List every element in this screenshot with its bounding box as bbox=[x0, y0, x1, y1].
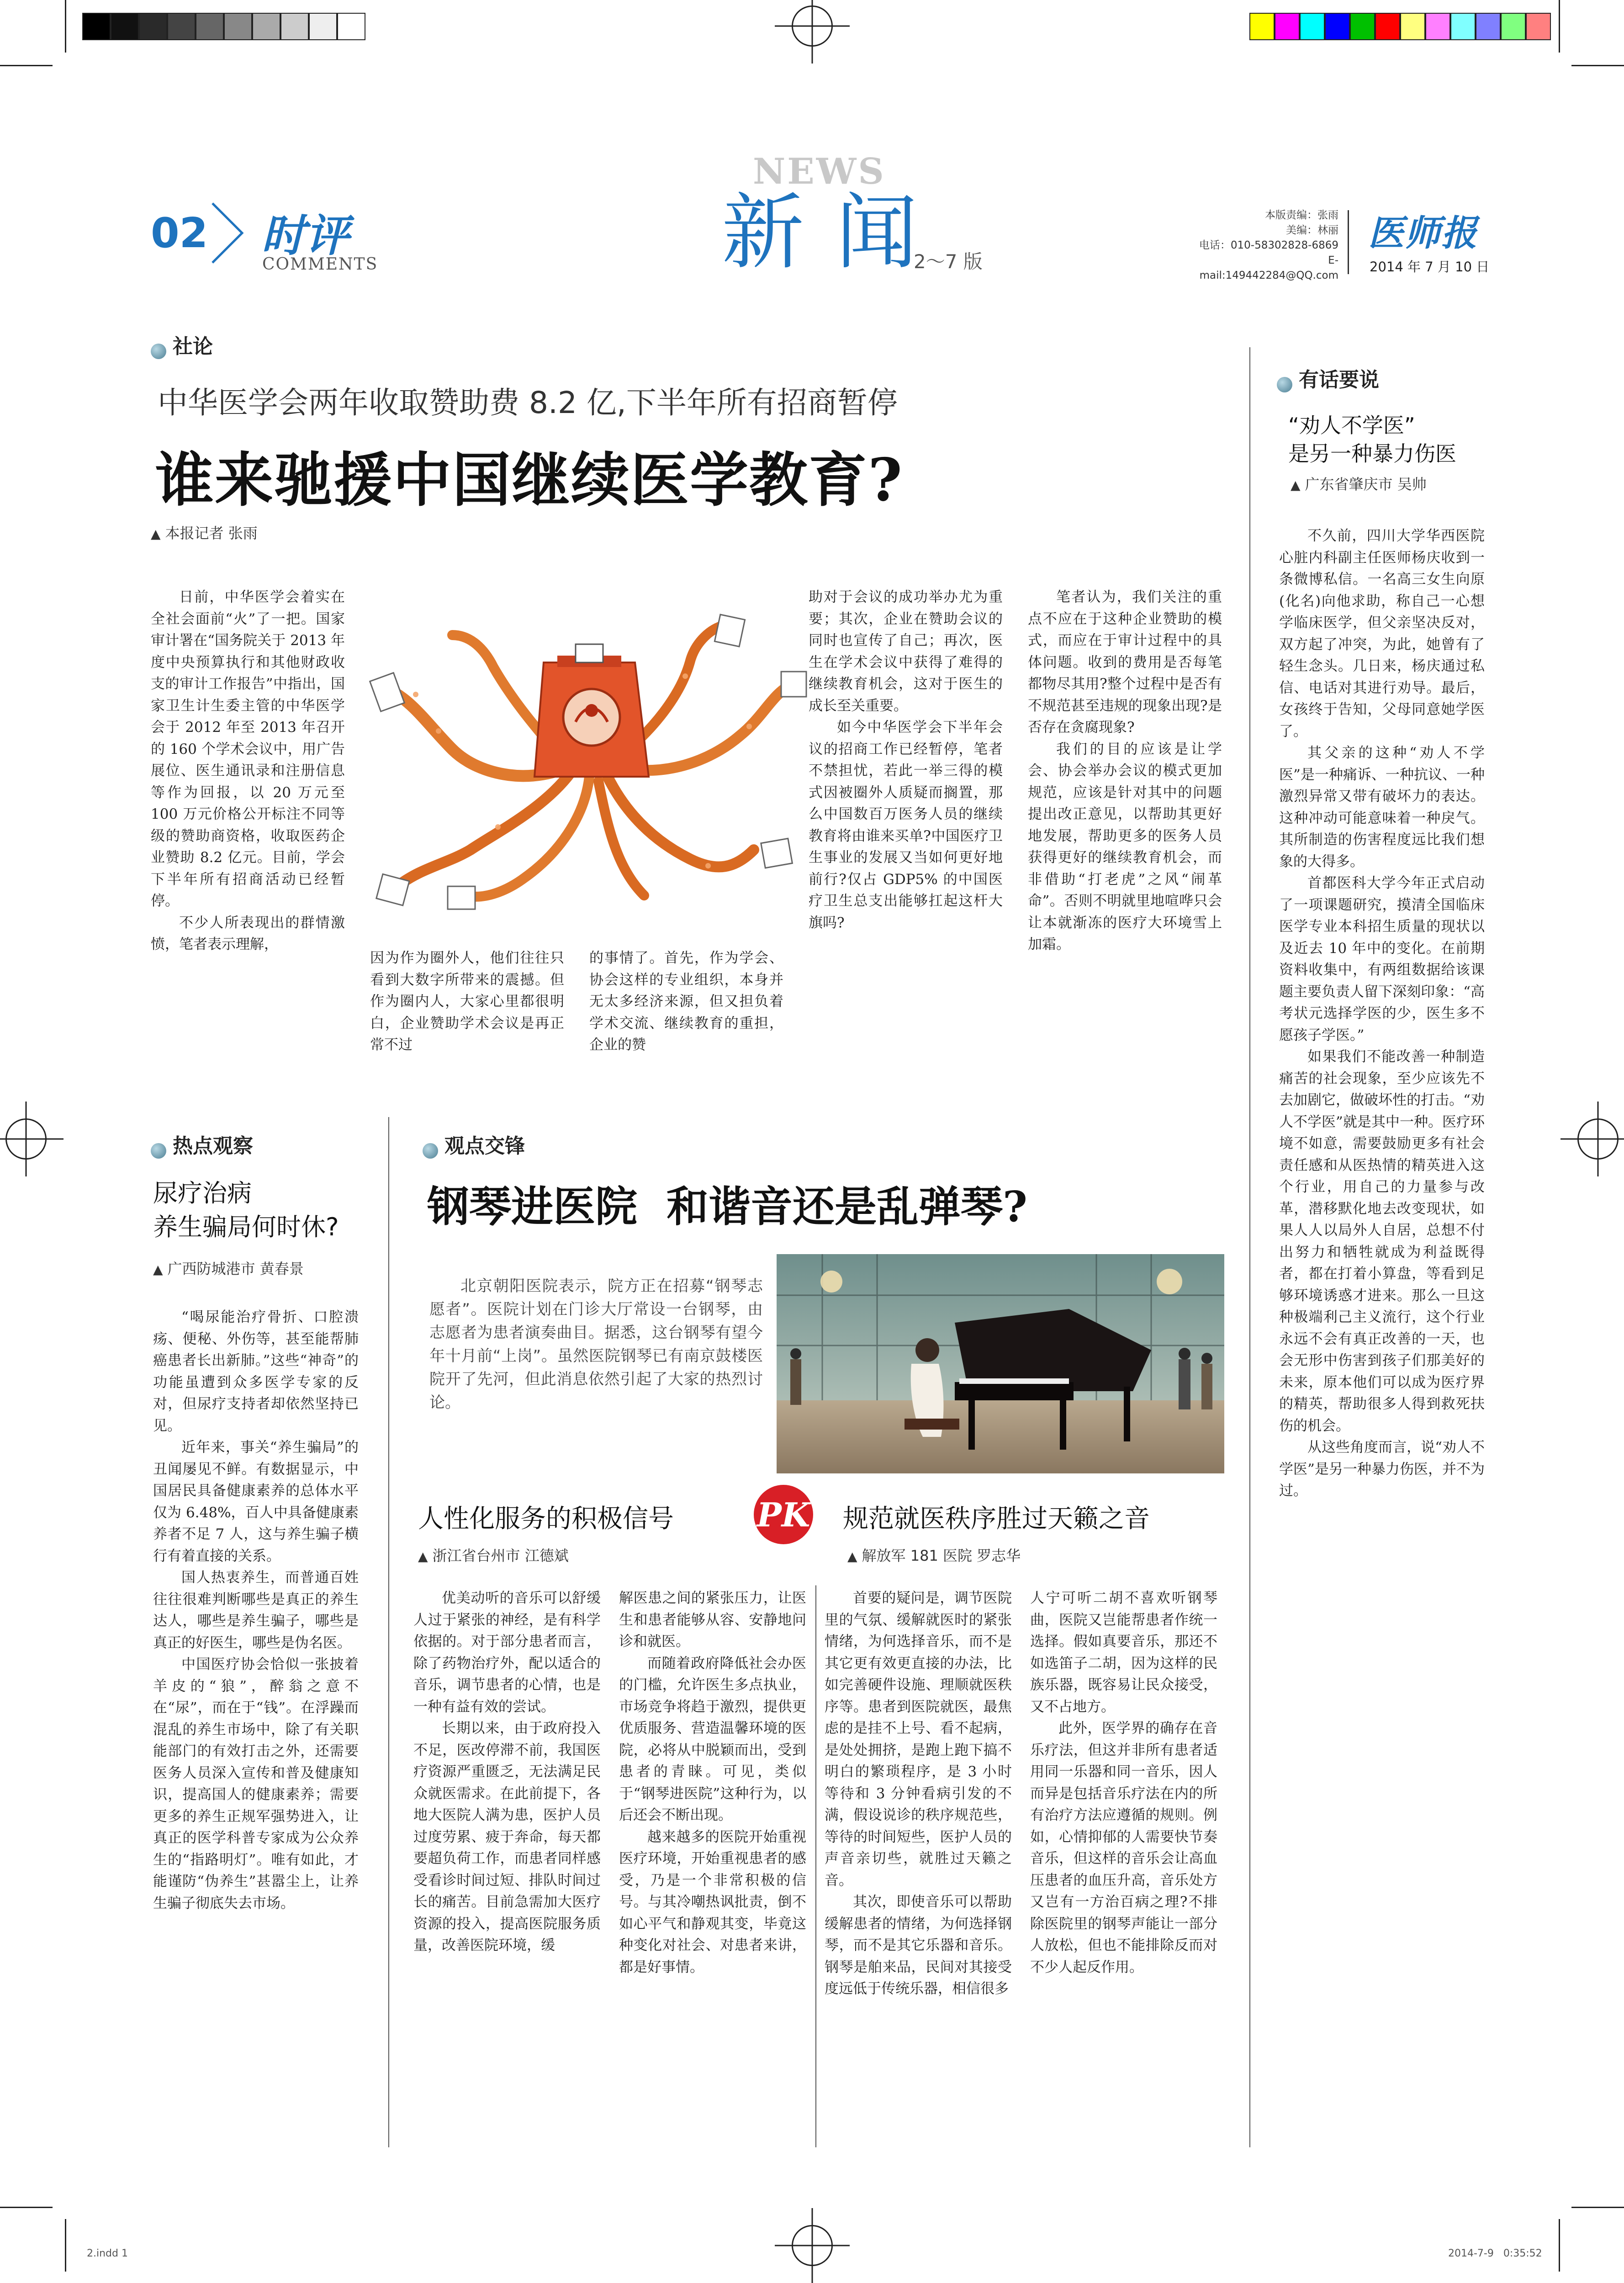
section-title: 时评 bbox=[261, 210, 349, 261]
email: E-mail:149442284@QQ.com bbox=[1199, 254, 1338, 281]
footer-timestamp: 2014-7-9 0:35:52 bbox=[1448, 2248, 1542, 2259]
section-label: 社论 bbox=[173, 335, 213, 358]
debate-right-byline bbox=[847, 1544, 1021, 1565]
hot-heading bbox=[151, 1129, 253, 1159]
editor-info bbox=[1192, 208, 1338, 283]
paragraph: 越来越多的医院开始重视医疗环境，开始重视患者的感受，乃是一个非常积极的信号。与其冷嘲热讽批责，倒不如心平气和静观其变，毕竟这种变化对社会、对患者来讲，都是好事情。 bbox=[619, 1828, 806, 1976]
pages-range: 2～7 版 bbox=[914, 250, 983, 273]
paragraph: 如果我们不能改善一种制造痛苦的社会现象，至少应该先不去加剧它，做破坏性的打击。“劝人不学医”就是其中一种。医疗环境不如意，需要鼓励更多有社会责任感和从医热情的精英进入这个行业，用自己的力量参与改革，潜移默化地去改变现状，如果人人以局外人自居，总想不付出努力和牺牲就成为利益既得者，都在打着小算盘，等看到足够环境诱惑才进来。那么一旦这种极端利己主义流行，这个行业永远不会有真正改善的一天，也会无形中伤害到孩子们那美好的未来，原本他们可以成为医疗界的精英，帮助很多人得到救死扶伤的机会。 bbox=[1279, 1049, 1485, 1434]
triangle-icon: ▲ bbox=[418, 1549, 428, 1564]
paragraph: 从这些角度而言，说“劝人不学医”是另一种暴力伤医，并不为过。 bbox=[1279, 1439, 1485, 1499]
paragraph: 助对于会议的成功举办尤为重要；其次，企业在赞助会议的同时也宣传了自己；再次，医生在学术会议中获得了难得的继续教育机会，这对于医生的成长至关重要。 bbox=[809, 589, 1003, 714]
right-heading bbox=[1277, 363, 1379, 392]
section-label: 热点观察 bbox=[173, 1134, 253, 1158]
paragraph: 长期以来，由于政府投入不足，医改停滞不前，我国医疗资源严重匮乏，无法满足民众就医需求。在此前提下，各地大医院人满为患，医护人员过度劳累、疲于奔命，每天都要超负荷工作，而患者同样感受看诊时间过短、排队时间过长的痛苦。目前急需加大医疗资源的投入，提高医院服务质量，改善医院环境，缓 bbox=[413, 1720, 601, 1954]
designer: 美编：林丽 bbox=[1286, 224, 1338, 236]
paragraph: 人宁可听二胡不喜欢听钢琴曲，医院又岂能帮患者作统一选择。假如真要音乐，那还不如选笛子二胡，因为这样的民族乐器，既容易让民众接受，又不占地方。 bbox=[1030, 1590, 1217, 1715]
triangle-icon: ▲ bbox=[153, 1262, 163, 1277]
right-body bbox=[1279, 525, 1485, 1502]
paragraph: 首要的疑问是，调节医院里的气氛、缓解就医时的紧张情绪，为何选择音乐，而不是其它更有效更直接的办法，比如完善硬件设施、理顺就医秩序等。患者到医院就医，最焦虑的是挂不上号、看不起病，是处处拥挤，是跑上跑下搞不明白的繁琐程序，是 3 小时等待和 3 分钟看病引发的不满，假设说诊的秩序规范些，等待的时间短些，医护人员的声音亲切些，就胜过天籁之音。 bbox=[825, 1590, 1012, 1889]
hot-title bbox=[153, 1176, 339, 1244]
news-en: NEWS bbox=[753, 151, 886, 192]
paragraph: 解医患之间的紧张压力，让医生和患者能够从容、安静地问诊和就医。 bbox=[619, 1590, 806, 1650]
debate-left-byline bbox=[418, 1544, 569, 1565]
pk-badge bbox=[754, 1485, 813, 1544]
editorial-heading bbox=[151, 330, 213, 359]
bullet-icon bbox=[151, 1143, 166, 1159]
debate-left-col-2 bbox=[619, 1588, 806, 1978]
triangle-icon: ▲ bbox=[847, 1549, 857, 1564]
byline-text: 解放军 181 医院 罗志华 bbox=[862, 1547, 1021, 1564]
triangle-icon: ▲ bbox=[151, 526, 161, 541]
paragraph: 近年来，事关“养生骗局”的丑闻屡见不鲜。有数据显示，中国居民具备健康素养的总体水平仅为 6.48%，百人中具备健康素养者不足 7 人，这与养生骗子横行有着直接的关系。 bbox=[153, 1439, 359, 1564]
paragraph: 国人热衷养生，而普通百姓往往很难判断哪些是真正的养生达人，哪些是养生骗子，哪些是真正的好医生，哪些是伪名医。 bbox=[153, 1569, 359, 1651]
piano-photo bbox=[777, 1254, 1224, 1473]
paragraph: 中国医疗协会恰似一张披着羊皮的“狼”，醉翁之意不在“尿”，而在于“钱”。在浮躁而混乱的养生市场中，除了有关职能部门的有效打击之外，还需要医务人员深入宣传和普及健康知识，提高国人的健康素养；需要更多的养生正规军强势进入，让真正的医学科普专家成为公众养生的“指路明灯”。唯有如此，才能谨防“伪养生”甚嚣尘上，让养生骗子彻底失去市场。 bbox=[153, 1656, 359, 1912]
right-byline bbox=[1291, 473, 1427, 494]
editorial-col-4 bbox=[809, 587, 1003, 934]
hot-body bbox=[153, 1307, 359, 1914]
byline-text: 浙江省台州市 江德斌 bbox=[432, 1547, 569, 1564]
paragraph: 首都医科大学今年正式启动了一项课题研究，摸清全国临床医学专业本科招生质量的现状以及近去 10 年中的变化。在前期资料收集中，有两组数据给该课题主要负责人留下深刻印象：“高考状元选择学医的少，医生多不愿孩子学医。” bbox=[1279, 875, 1485, 1044]
editorial-col-5 bbox=[1028, 587, 1222, 956]
hot-title-line1: 尿疗治病 bbox=[153, 1179, 252, 1208]
page-number: 02 bbox=[151, 209, 208, 257]
paragraph: 优美动听的音乐可以舒缓人过于紧张的神经，是有科学依据的。对于部分患者而言，除了药物治疗外，配以适合的音乐，调节患者的心情，也是一种有益有效的尝试。 bbox=[413, 1590, 601, 1715]
paragraph: 笔者认为，我们关注的重点不应在于这种企业赞助的模式，而应在于审计过程中的具体问题。收到的费用是否每笔都物尽其用?整个过程中是否有不规范甚至违规的现象出现?是否存在贪腐现象? bbox=[1028, 589, 1222, 736]
hot-title-line2: 养生骗局何时休? bbox=[153, 1213, 339, 1241]
editorial-col-3 bbox=[589, 948, 783, 1056]
editorial-col-2 bbox=[370, 948, 564, 1056]
editorial-title: 谁来驰援中国继续医学教育? bbox=[155, 446, 904, 514]
editorial-col-1 bbox=[151, 587, 345, 956]
pk-text: PK bbox=[756, 1495, 810, 1534]
debate-heading bbox=[423, 1129, 525, 1159]
hot-byline bbox=[153, 1257, 304, 1278]
right-title-line1: “劝人不学医” bbox=[1288, 413, 1415, 438]
debate-title: 钢琴进医院 和谐音还是乱弹琴? bbox=[427, 1182, 1027, 1231]
triangle-icon: ▲ bbox=[1291, 477, 1301, 493]
right-title-line2: 是另一种暴力伤医 bbox=[1288, 441, 1456, 466]
byline-text: 广西防城港市 黄春景 bbox=[167, 1260, 304, 1277]
debate-left-title: 人性化服务的积极信号 bbox=[418, 1504, 674, 1534]
paragraph: 其父亲的这种“劝人不学医”是一种痛诉、一种抗议、一种激烈异常又带有破坏力的表达。这种冲动可能意味着一种戾气。其所制造的伤害程度远比我们想象的大得多。 bbox=[1279, 745, 1485, 870]
paragraph: 如今中华医学会下半年会议的招商工作已经暂停，笔者不禁担忧，若此一举三得的模式因被圈外人质疑而搁置，那么中国数百万医务人员的继续教育将由谁来买单?中国医疗卫生事业的发展又当如何更好地前行?仅占 GDP5% 的中国医疗卫生总支出能够扛起这杆大旗吗? bbox=[809, 719, 1003, 931]
debate-divider bbox=[815, 1585, 816, 2147]
editorial-subtitle: 中华医学会两年收取赞助费 8.2 亿,下半年所有招商暂停 bbox=[158, 385, 898, 420]
paragraph: 不久前，四川大学华西医院心脏内科副主任医师杨庆收到一条微博私信。一名高三女生向原(化名)向他求助，称自己一心想学临床医学，但父亲坚决反对，双方起了冲突，为此，她曾有了轻生念头。几日来，杨庆通过私信、电话对其进行劝导。最后，女孩终于告知，父母同意她学医了。 bbox=[1279, 528, 1485, 740]
hot-column-divider bbox=[388, 1117, 389, 2147]
bullet-icon bbox=[423, 1143, 438, 1159]
issue-date: 2014 年 7 月 10 日 bbox=[1370, 259, 1490, 275]
paragraph: “喝尿能治疗骨折、口腔溃疡、便秘、外伤等，甚至能帮肺癌患者长出新肺。”这些“神奇”的功能虽遭到众多医学专家的反对，但尿疗支持者却依然坚持已见。 bbox=[153, 1309, 359, 1434]
debate-intro: 北京朝阳医院表示，院方正在招募“钢琴志愿者”。医院计划在门诊大厅常设一台钢琴，由志愿者为患者演奏曲目。据悉，这台钢琴有望今年十月前“上岗”。虽然医院钢琴已有南京鼓楼医院开了先河，但此消息依然引起了大家的热烈讨论。 bbox=[429, 1277, 763, 1412]
section-label: 观点交锋 bbox=[444, 1134, 525, 1158]
right-title bbox=[1288, 411, 1456, 468]
section-title-en: COMMENTS bbox=[262, 255, 378, 274]
paragraph: 因为作为圈外人，他们往往只看到大数字所带来的震撼。但作为圈内人，大家心里都很明白，企业赞助学术会议是再正常不过 bbox=[370, 950, 564, 1053]
masthead-logo: 医师报 bbox=[1368, 212, 1478, 254]
octopus-illustration bbox=[361, 612, 818, 914]
footer-file: 2.indd 1 bbox=[87, 2248, 128, 2259]
news-cn: 新 闻 bbox=[722, 185, 921, 281]
phone: 电话：010-58302828-6869 bbox=[1199, 239, 1338, 251]
bullet-icon bbox=[1277, 377, 1292, 392]
debate-right-col-1 bbox=[825, 1588, 1012, 2000]
paragraph: 其次，即使音乐可以帮助缓解患者的情绪，为何选择钢琴，而不是其它乐器和音乐。钢琴是舶来品，民间对其接受度远低于传统乐器，相信很多 bbox=[825, 1894, 1012, 1997]
paragraph: 不少人所表现出的群情激愤，笔者表示理解， bbox=[151, 914, 345, 953]
editor: 本版责编：张雨 bbox=[1265, 209, 1338, 221]
paragraph: 此外，医学界的确存在音乐疗法，但这并非所有患者适用同一乐器和同一音乐，因人而异是包括音乐疗法在内的所有治疗方法应遵循的规则。例如，心情抑郁的人需要快节奏音乐，但这样的音乐会让高血压患者的血压升高，音乐处方又岂有一方治百病之理?不排除医院里的钢琴声能让一部分人放松，但也不能排除反而对不少人起反作用。 bbox=[1030, 1720, 1217, 1976]
paragraph: 而随着政府降低社会办医的门槛，允许医生多点执业，市场竞争将趋于激烈，提供更优质服务、营造温馨环境的医院，必将从中脱颖而出，受到患者的青睐。可见，类似于“钢琴进医院”这种行为，以后还会不断出现。 bbox=[619, 1655, 806, 1823]
paragraph: 的事情了。首先，作为学会、协会这样的专业组织，本身并无太多经济来源，但又担负着学术交流、继续教育的重担，企业的赞 bbox=[589, 950, 783, 1053]
section-label: 有话要说 bbox=[1299, 368, 1379, 392]
byline-text: 广东省肇庆市 吴帅 bbox=[1305, 476, 1427, 493]
paragraph: 日前，中华医学会着实在全社会面前“火”了一把。国家审计署在“国务院关于 2013 年度中央预算执行和其他财政收支的审计工作报告”中指出，国家卫生计生委主管的中华医学会于 2012 年至 2013 年召开的 160 个学术会议中，用广告展位、医生通讯录和注册信息等作为回报，以 20 万元至 100 万元价格公开标注不同等级的赞助商资格，收取医药企业赞助 8.2 亿元。目前，学会下半年所有招商活动已经暂停。 bbox=[151, 589, 345, 909]
chevron-right-icon bbox=[208, 201, 249, 265]
debate-left-col-1 bbox=[413, 1588, 601, 1957]
editorial-byline bbox=[151, 522, 258, 543]
debate-right-col-2 bbox=[1030, 1588, 1217, 1978]
debate-right-title: 规范就医秩序胜过天籁之音 bbox=[843, 1504, 1150, 1534]
paragraph: 我们的目的应该是让学会、协会举办会议的模式更加规范，应该是针对其中的问题提出改正意见，以帮助其更好地发展，帮助更多的医务人员获得更好的继续教育机会，而非借助“打老虎”之风“闹革命”。否则不明就里地喧哗只会让本就渐冻的医疗大环境雪上加霜。 bbox=[1028, 741, 1222, 953]
bullet-icon bbox=[151, 344, 166, 359]
header-divider bbox=[1348, 210, 1349, 274]
byline-text: 本报记者 张雨 bbox=[165, 524, 258, 542]
right-column-divider bbox=[1249, 347, 1250, 2147]
